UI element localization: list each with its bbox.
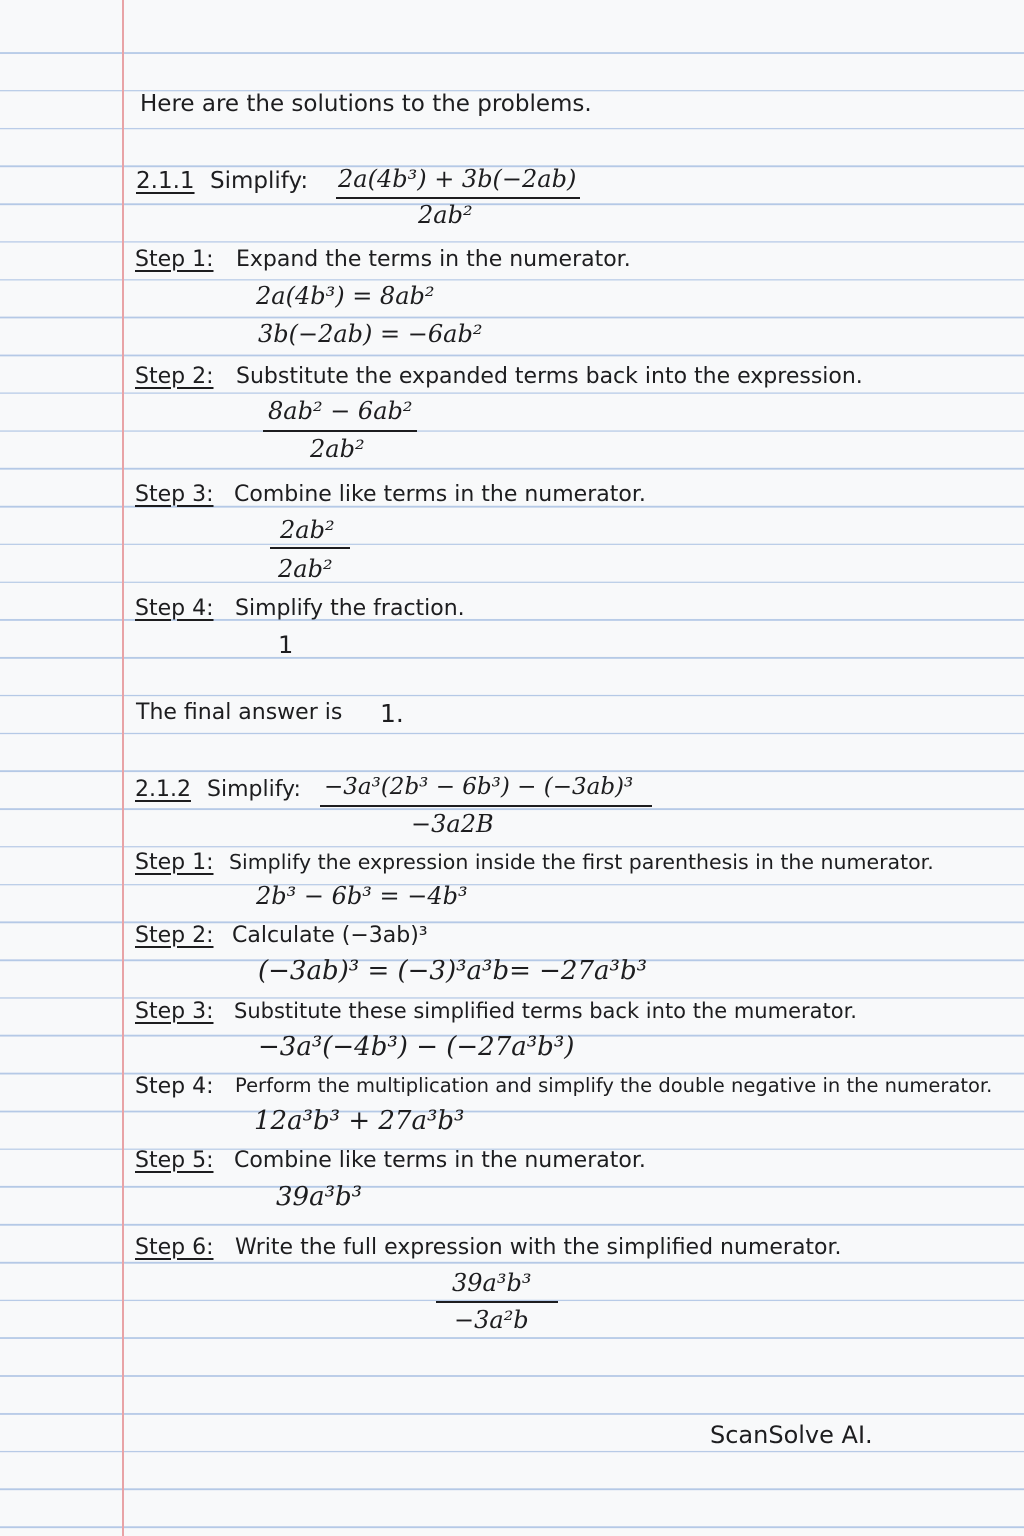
p1-step-1-text: Expand the terms in the numerator. bbox=[236, 247, 631, 272]
p2-step-3-text: Substitute these simplified terms back into the mumerator. bbox=[234, 999, 857, 1023]
p2-step-1-label: Step 1: bbox=[135, 850, 214, 875]
p1-final-answer: The final answer is bbox=[136, 700, 343, 725]
p1-step-4-text: Simplify the fraction. bbox=[235, 596, 465, 621]
p2-step-3-label: Step 3: bbox=[135, 999, 214, 1024]
p2-step-5-text: Combine like terms in the numerator. bbox=[234, 1148, 646, 1173]
p1-step-3-text: Combine like terms in the numerator. bbox=[234, 482, 646, 507]
problem-1-numerator: 2a(4b³) + 3b(−2ab) bbox=[338, 165, 577, 193]
p2-step-6-text: Write the full expression with the simplified numerator. bbox=[235, 1235, 842, 1260]
p1-step-3-label: Step 3: bbox=[135, 482, 214, 507]
problem-2-label: 2.1.2 bbox=[135, 777, 191, 802]
p1-step-1-label: Step 1: bbox=[135, 247, 214, 272]
p1-step-2-label: Step 2: bbox=[135, 364, 214, 389]
p2-step-5-label: Step 5: bbox=[135, 1148, 214, 1173]
p1-step-2-fraction-bar bbox=[263, 430, 417, 432]
p1-step-3-numerator: 2ab² bbox=[280, 516, 335, 544]
problem-2-denominator: −3a2B bbox=[411, 810, 494, 838]
p1-step-2-numerator: 8ab² − 6ab² bbox=[268, 397, 413, 425]
p2-step-4-text: Perform the multiplication and simplify the double negative in the numerator. bbox=[235, 1074, 993, 1097]
p1-step-3-fraction-bar bbox=[270, 547, 350, 549]
p2-step-2-line-1: (−3ab)³ = (−3)³a³b= −27a³b³ bbox=[258, 956, 648, 986]
p2-step-4-line-1: 12a³b³ + 27a³b³ bbox=[254, 1106, 465, 1136]
problem-2-fraction-bar bbox=[320, 805, 652, 807]
p2-step-1-text: Simplify the expression inside the first parenthesis in the numerator. bbox=[229, 850, 934, 874]
p1-step-4-label: Step 4: bbox=[135, 596, 214, 621]
p1-step-2-denominator: 2ab² bbox=[310, 435, 365, 463]
p1-step-2-text: Substitute the expanded terms back into the expression. bbox=[236, 364, 863, 389]
p1-step-1-line-2: 3b(−2ab) = −6ab² bbox=[258, 320, 483, 348]
p1-step-3-denominator: 2ab² bbox=[278, 555, 333, 583]
p2-step-4-label: Step 4: bbox=[135, 1074, 214, 1099]
p2-step-6-numerator: 39a³b³ bbox=[452, 1269, 532, 1297]
p1-step-4-result: 1 bbox=[278, 631, 294, 659]
problem-1-denominator: 2ab² bbox=[418, 201, 473, 229]
p2-step-5-line-1: 39a³b³ bbox=[276, 1182, 363, 1212]
margin-line bbox=[122, 0, 124, 1536]
signature: ScanSolve AI. bbox=[710, 1421, 873, 1449]
problem-1-simplify: Simplify: bbox=[210, 168, 309, 194]
p1-final-value: 1. bbox=[380, 699, 404, 728]
p2-step-2-text: Calculate (−3ab)³ bbox=[232, 923, 428, 948]
p2-step-6-label: Step 6: bbox=[135, 1235, 214, 1260]
p1-step-1-line-1: 2a(4b³) = 8ab² bbox=[256, 282, 435, 310]
problem-1-fraction-bar bbox=[336, 197, 580, 199]
problem-1-label: 2.1.1 bbox=[136, 168, 195, 194]
problem-2-numerator: −3a³(2b³ − 6b³) − (−3ab)³ bbox=[324, 774, 634, 800]
p2-step-1-line-1: 2b³ − 6b³ = −4b³ bbox=[256, 882, 468, 910]
intro-text: Here are the solutions to the problems. bbox=[140, 91, 592, 117]
p2-step-6-fraction-bar bbox=[436, 1301, 558, 1303]
p2-step-2-label: Step 2: bbox=[135, 923, 214, 948]
p2-step-3-line-1: −3a³(−4b³) − (−27a³b³) bbox=[258, 1032, 575, 1062]
problem-2-simplify: Simplify: bbox=[207, 777, 301, 802]
p2-step-6-denominator: −3a²b bbox=[454, 1306, 529, 1334]
